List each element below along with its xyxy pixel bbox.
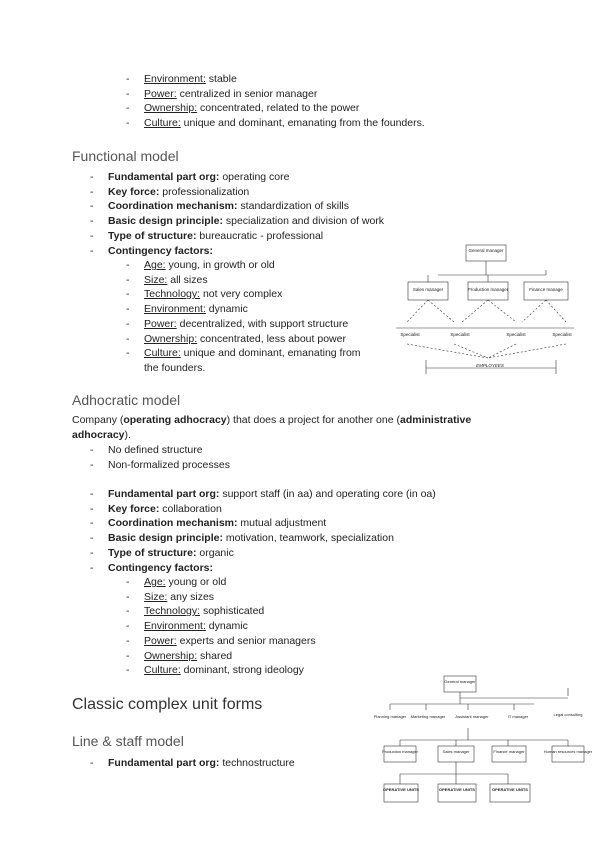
functional-properties-list xyxy=(108,170,384,258)
list-item: - Environment: dynamic xyxy=(144,302,374,317)
list-item: - Basic design principle: specialization and division of work xyxy=(108,214,384,229)
chart-general-manager: General manager xyxy=(444,679,476,684)
chart-specialist: Specialist xyxy=(506,332,526,337)
chart-production-manager: Production manager xyxy=(381,749,419,754)
list-item: - Environment: stable xyxy=(144,72,425,87)
line-staff-list xyxy=(108,756,295,771)
adhocratic-bullets xyxy=(108,443,230,472)
classic-forms-heading: Classic complex unit forms xyxy=(72,696,263,713)
list-item: - Fundamental part org: support staff (in aa) and operating core (in oa) xyxy=(108,487,436,502)
list-item: - Culture: unique and dominant, emanating from the founders. xyxy=(144,346,374,375)
chart-operative-units: OPERATIVE UNITS xyxy=(383,787,419,792)
list-item: - Technology: not very complex xyxy=(144,287,374,302)
chart-employees: EMPLOYEES xyxy=(476,363,504,368)
list-item: - Contingency factors: xyxy=(108,561,436,576)
chart-sales-manager: Sales manager xyxy=(412,287,444,292)
list-item: - No defined structure xyxy=(108,443,230,458)
list-item: - Fundamental part org: operating core xyxy=(108,170,384,185)
list-item: - Ownership: shared xyxy=(144,649,316,664)
chart-operative-units: OPERATIVE UNITS xyxy=(439,787,475,792)
list-item: - Coordination mechanism: mutual adjustment xyxy=(108,516,436,531)
chart-hr-manager: Human resources manager xyxy=(543,749,593,754)
list-item: - Size: any sizes xyxy=(144,590,316,605)
list-item: - Key force: collaboration xyxy=(108,502,436,517)
list-item: - Ownership: concentrated, related to the power xyxy=(144,101,425,116)
functional-model-heading: Functional model xyxy=(72,148,179,164)
list-item: - Culture: dominant, strong ideology xyxy=(144,663,316,678)
chart-production-manager: Production manager xyxy=(467,287,509,292)
list-item: - Culture: unique and dominant, emanating from the founders. xyxy=(144,116,425,131)
chart-general-manager: General manager xyxy=(468,248,504,253)
list-item: - Key force: professionalization xyxy=(108,185,384,200)
list-item: - Type of structure: bureaucratic - professional xyxy=(108,229,384,244)
adhocratic-model-heading: Adhocratic model xyxy=(72,392,181,408)
adhocratic-intro: Company (operating adhocracy) that does a project for another one (administrative adhocracy). xyxy=(72,414,472,441)
functional-contingency-list xyxy=(144,258,374,376)
list-item: - Age: young, in growth or old xyxy=(144,258,374,273)
list-item: - Power: experts and senior managers xyxy=(144,634,316,649)
list-item: - Environment: dynamic xyxy=(144,619,316,634)
list-item: - Basic design principle: motivation, teamwork, specialization xyxy=(108,531,436,546)
chart-marketing-manager: Marketing manager xyxy=(410,714,446,719)
adhocratic-contingency-list xyxy=(144,575,316,678)
chart-assistant-manager: Assistant manager xyxy=(455,714,489,719)
chart-specialist: Specialist xyxy=(400,332,420,337)
chart-sales-manager: Sales manager xyxy=(442,749,470,754)
list-item: - Coordination mechanism: standardization of skills xyxy=(108,199,384,214)
chart-it-manager: IT manager xyxy=(507,714,529,719)
list-item: - Power: centralized in senior manager xyxy=(144,87,425,102)
chart-legal-consulting: Legal consulting xyxy=(553,712,583,717)
list-item: - Type of structure: organic xyxy=(108,546,436,561)
top-contingency-list xyxy=(144,72,425,131)
list-item: - Non-formalized processes xyxy=(108,458,230,473)
chart-planning-manager: Planning manager xyxy=(373,714,407,719)
line-staff-org-chart xyxy=(372,674,598,810)
chart-finance-manager: Finance manage xyxy=(529,287,563,292)
list-item: - Fundamental part org: technostructure xyxy=(108,756,295,771)
list-item: - Ownership: concentrated, less about power xyxy=(144,332,374,347)
chart-finance-manager: Finance manager xyxy=(493,749,525,754)
line-staff-heading: Line & staff model xyxy=(72,733,184,749)
chart-operative-units: OPERATIVE UNITS xyxy=(492,787,528,792)
chart-specialist: Specialist xyxy=(450,332,470,337)
chart-specialist: Specialist xyxy=(552,332,572,337)
list-item: - Power: decentralized, with support structure xyxy=(144,317,374,332)
list-item: - Age: young or old xyxy=(144,575,316,590)
adhocratic-properties-list xyxy=(108,487,436,575)
list-item: - Technology: sophisticated xyxy=(144,604,316,619)
list-item: - Size: all sizes xyxy=(144,273,374,288)
functional-org-chart xyxy=(392,240,578,380)
list-item: - Contingency factors: xyxy=(108,244,384,259)
